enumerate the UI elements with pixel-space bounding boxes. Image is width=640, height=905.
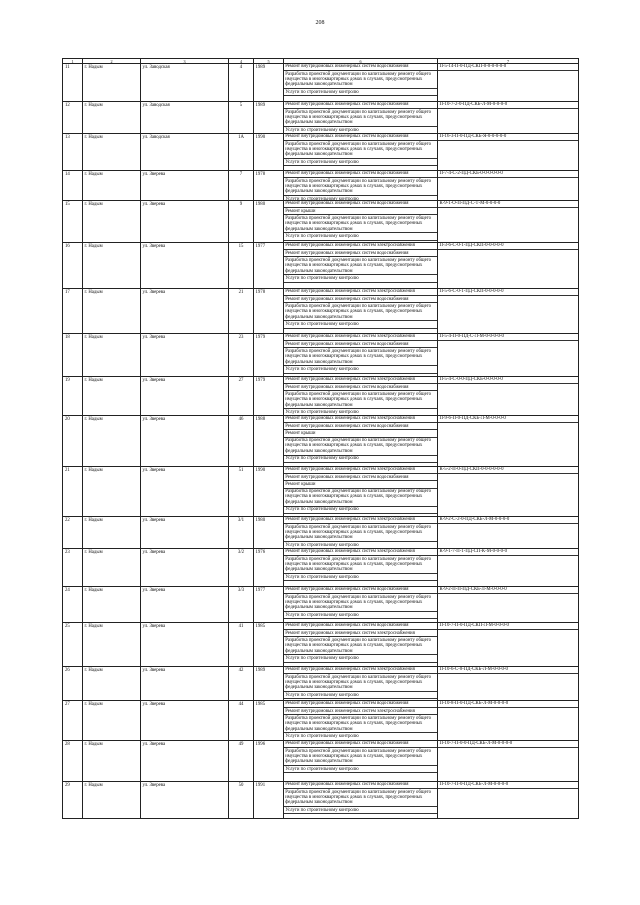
work-item: Разработка проектной документации по капитальному ремонту общего имущества в многоквартирных домах в случаях, предусмотренных федеральным законодательством xyxy=(284,748,437,766)
house-number: 21 xyxy=(229,289,254,334)
work-code: П-5-6-С-0-1-ПД-СКП-0-0-0-0-0 xyxy=(438,289,578,296)
work-code: П-5-4-П-0-ПД-С-Л-М-0-0-0-0-0 xyxy=(438,334,578,341)
row-number: 11 xyxy=(63,64,83,102)
city-cell: г. Надым xyxy=(83,517,141,549)
table-row xyxy=(63,171,579,201)
street-cell: ул. Зверева xyxy=(141,701,229,741)
table-row xyxy=(63,201,579,243)
column-header: 3 xyxy=(141,59,229,64)
work-code: П-5-14-П-0-ПД-СКП-0-0-0-0-0-0 xyxy=(438,64,578,71)
row-number: 28 xyxy=(63,741,83,782)
work-item: Ремонт внутридомовых инженерных систем водоснабжения xyxy=(284,701,437,708)
row-number: 21 xyxy=(63,467,83,517)
work-code: П-3-6-С-0-1-ПД-СКП-0-0-0-0-0 xyxy=(438,243,578,250)
column-header: 6 xyxy=(284,59,438,64)
work-item: Ремонт внутридомовых инженерных систем электроснабжения xyxy=(284,630,437,637)
street-cell: ул. Зверева xyxy=(141,741,229,782)
work-item: Услуги по строительному контролю xyxy=(284,612,437,619)
street-cell: ул. Зверева xyxy=(141,334,229,377)
work-item: Ремонт внутридомовых инженерных систем электроснабжения xyxy=(284,416,437,423)
row-number: 13 xyxy=(63,134,83,171)
house-number: 41 xyxy=(229,623,254,667)
street-cell: ул. Зверева xyxy=(141,171,229,201)
build-year: 1978 xyxy=(254,289,284,334)
work-item: Разработка проектной документации по капитальному ремонту общего имущества в многоквартирных домах в случаях, предусмотренных федеральным законодательством xyxy=(284,637,437,655)
column-header: 5 xyxy=(254,59,284,64)
house-number: 1А xyxy=(229,134,254,171)
work-code: К-9-1-О-П-ПД-С-Т-М-0-0-0-0 xyxy=(438,201,578,208)
code-cell xyxy=(438,102,579,134)
works-list xyxy=(284,741,438,782)
table-row xyxy=(63,587,579,623)
street-cell: ул. Заводская xyxy=(141,102,229,134)
row-number: 16 xyxy=(63,243,83,289)
build-year: 1977 xyxy=(254,243,284,289)
row-number: 18 xyxy=(63,334,83,377)
city-cell: г. Надым xyxy=(83,782,141,819)
work-item: Услуги по строительному контролю xyxy=(284,692,437,699)
house-number: 46 xyxy=(229,416,254,467)
table-row xyxy=(63,289,579,334)
city-cell: г. Надым xyxy=(83,741,141,782)
column-header: 2 xyxy=(83,59,141,64)
table-row xyxy=(63,377,579,416)
work-item: Услуги по строительному контролю xyxy=(284,275,437,282)
table-row xyxy=(63,741,579,782)
work-item: Разработка проектной документации по капитальному ремонту общего имущества в многоквартирных домах в случаях, предусмотренных федеральным законодательством xyxy=(284,789,437,807)
house-number: 42 xyxy=(229,667,254,701)
code-cell xyxy=(438,416,579,467)
work-item: Услуги по строительному контролю xyxy=(284,233,437,240)
row-number: 15 xyxy=(63,201,83,243)
work-code: П-16-3-П-0-ПД-СКБ-Я-0-0-0-0-0 xyxy=(438,134,578,141)
street-cell: ул. Зверева xyxy=(141,623,229,667)
work-item: Ремонт внутридомовых инженерных систем электроснабжения xyxy=(284,549,437,556)
works-list xyxy=(284,377,438,416)
work-item: Ремонт внутридомовых инженерных систем водоснабжения xyxy=(284,341,437,348)
work-item: Ремонт внутридомовых инженерных систем водоснабжения xyxy=(284,134,437,141)
work-item: Ремонт внутридомовых инженерных систем водоснабжения xyxy=(284,64,437,71)
code-cell xyxy=(438,289,579,334)
work-item: Услуги по строительному контролю xyxy=(284,409,437,416)
work-item: Услуги по строительному контролю xyxy=(284,321,437,328)
code-cell xyxy=(438,171,579,201)
work-item: Ремонт внутридомовых инженерных систем электроснабжения xyxy=(284,667,437,674)
code-cell xyxy=(438,782,579,819)
build-year: 1989 xyxy=(254,667,284,701)
work-item: Ремонт крыши xyxy=(284,430,437,437)
work-item: Услуги по строительному контролю xyxy=(284,159,437,166)
house-number: 9 xyxy=(229,201,254,243)
work-item: Разработка проектной документации по капитальному ремонту общего имущества в многоквартирных домах в случаях, предусмотренных федеральным законодательством xyxy=(284,594,437,612)
work-item: Ремонт внутридомовых инженерных систем электроснабжения xyxy=(284,243,437,250)
city-cell: г. Надым xyxy=(83,64,141,102)
work-item: Разработка проектной документации по капитальному ремонту общего имущества в многоквартирных домах в случаях, предусмотренных федеральным законодательством xyxy=(284,71,437,89)
build-year: 1991 xyxy=(254,782,284,819)
street-cell: ул. Заводская xyxy=(141,134,229,171)
street-cell: ул. Зверева xyxy=(141,201,229,243)
work-code: К-9-2-С-2-0-ПД-СКБ-Л-М-0-0-0-0 xyxy=(438,517,578,524)
table-row xyxy=(63,134,579,171)
work-item: Ремонт крыши xyxy=(284,208,437,215)
city-cell: г. Надым xyxy=(83,587,141,623)
works-list xyxy=(284,701,438,741)
works-list xyxy=(284,587,438,623)
work-code: К-9-2-П-П-ПД-СКБ-Л-М-0-0-0-0 xyxy=(438,587,578,594)
work-code: П-5-4-С-0-0-ПД-СКБ-0-0-0-0-0 xyxy=(438,377,578,384)
work-item: Ремонт внутридомовых инженерных систем водоснабжения xyxy=(284,623,437,630)
works-list xyxy=(284,243,438,289)
works-list xyxy=(284,667,438,701)
street-cell: ул. Зверева xyxy=(141,549,229,587)
work-item: Ремонт внутридомовых инженерных систем водоснабжения xyxy=(284,102,437,109)
work-item: Услуги по строительному контролю xyxy=(284,766,437,773)
house-number: 50 xyxy=(229,782,254,819)
works-list xyxy=(284,782,438,819)
work-item: Ремонт внутридомовых инженерных систем водоснабжения xyxy=(284,474,437,481)
build-year: 1990 xyxy=(254,467,284,517)
city-cell: г. Надым xyxy=(83,667,141,701)
work-item: Ремонт внутридомовых инженерных систем электроснабжения xyxy=(284,377,437,384)
city-cell: г. Надым xyxy=(83,243,141,289)
works-list xyxy=(284,102,438,134)
works-list xyxy=(284,134,438,171)
code-cell xyxy=(438,587,579,623)
street-cell: ул. Зверева xyxy=(141,667,229,701)
house-number: 51 xyxy=(229,467,254,517)
house-number: 3/2 xyxy=(229,549,254,587)
work-item: Услуги по строительному контролю xyxy=(284,733,437,740)
city-cell: г. Надым xyxy=(83,416,141,467)
table-row xyxy=(63,782,579,819)
works-list xyxy=(284,289,438,334)
works-list xyxy=(284,334,438,377)
row-number: 14 xyxy=(63,171,83,201)
city-cell: г. Надым xyxy=(83,334,141,377)
code-cell xyxy=(438,201,579,243)
house-number: 3/1 xyxy=(229,517,254,549)
column-header: 7 xyxy=(438,59,579,64)
work-item: Разработка проектной документации по капитальному ремонту общего имущества в многоквартирных домах в случаях, предусмотренных федеральным законодательством xyxy=(284,524,437,542)
work-item: Разработка проектной документации по капитальному ремонту общего имущества в многоквартирных домах в случаях, предусмотренных федеральным законодательством xyxy=(284,303,437,321)
work-item: Разработка проектной документации по капитальному ремонту общего имущества в многоквартирных домах в случаях, предусмотренных федеральным законодательством xyxy=(284,674,437,692)
city-cell: г. Надым xyxy=(83,201,141,243)
street-cell: ул. Зверева xyxy=(141,289,229,334)
work-code: К-5-2-П-0-ПД-СКП-0-0-0-0-0-0 xyxy=(438,467,578,474)
work-code: П-9-6-П-0-ПД-СКБ-Л-М-0-0-0-0 xyxy=(438,416,578,423)
row-number: 23 xyxy=(63,549,83,587)
row-number: 20 xyxy=(63,416,83,467)
code-cell xyxy=(438,467,579,517)
work-item: Разработка проектной документации по капитальному ремонту общего имущества в многоквартирных домах в случаях, предусмотренных федеральным законодательством xyxy=(284,715,437,733)
table-row xyxy=(63,549,579,587)
code-cell xyxy=(438,64,579,102)
work-item: Ремонт внутридомовых инженерных систем водоснабжения xyxy=(284,201,437,208)
column-header: 1 xyxy=(63,59,83,64)
build-year: 1989 xyxy=(254,102,284,134)
code-cell xyxy=(438,243,579,289)
work-item: Услуги по строительному контролю xyxy=(284,127,437,134)
table-row xyxy=(63,64,579,102)
table-row xyxy=(63,701,579,741)
work-item: Ремонт внутридомовых инженерных систем водоснабжения xyxy=(284,250,437,257)
work-item: Услуги по строительному контролю xyxy=(284,655,437,662)
street-cell: ул. Зверева xyxy=(141,782,229,819)
code-cell xyxy=(438,377,579,416)
build-year: 1989 xyxy=(254,64,284,102)
work-item: Услуги по строительному контролю xyxy=(284,196,437,201)
build-year: 1985 xyxy=(254,623,284,667)
street-cell: ул. Зверева xyxy=(141,467,229,517)
row-number: 26 xyxy=(63,667,83,701)
build-year: 1977 xyxy=(254,587,284,623)
build-year: 1978 xyxy=(254,171,284,201)
table-row xyxy=(63,667,579,701)
city-cell: г. Надым xyxy=(83,701,141,741)
work-code: П-10-7-П-0-0-ПД-СКБ-Л-М-0-0-0-0 xyxy=(438,741,578,748)
work-code: К-9-1-7-П-1-ПД-СП-К-М-0-0-0-0 xyxy=(438,549,578,556)
work-item: Ремонт внутридомовых инженерных систем водоснабжения xyxy=(284,741,437,748)
work-item: Ремонт внутридомовых инженерных систем водоснабжения xyxy=(284,423,437,430)
works-list xyxy=(284,64,438,102)
work-item: Разработка проектной документации по капитальному ремонту общего имущества в многоквартирных домах в случаях, предусмотренных федеральным законодательством xyxy=(284,257,437,275)
work-item: Ремонт внутридомовых инженерных систем электроснабжения xyxy=(284,467,437,474)
house-number: 4 xyxy=(229,64,254,102)
work-item: Ремонт внутридомовых инженерных систем электроснабжения xyxy=(284,708,437,715)
work-code: П-10-7-2-0-ПД-СКБ-Л-М-0-0-0-0 xyxy=(438,102,578,109)
works-list xyxy=(284,467,438,517)
work-item: Разработка проектной документации по капитальному ремонту общего имущества в многоквартирных домах в случаях, предусмотренных федеральным законодательством xyxy=(284,391,437,409)
work-item: Ремонт внутридомовых инженерных систем водоснабжения xyxy=(284,384,437,391)
code-cell xyxy=(438,667,579,701)
work-code: П-10-7-П-0-ПД-СКП-Л-М-0-0-0-0 xyxy=(438,623,578,630)
code-cell xyxy=(438,701,579,741)
works-list xyxy=(284,517,438,549)
build-year: 1979 xyxy=(254,377,284,416)
city-cell: г. Надым xyxy=(83,102,141,134)
house-number: 3/3 xyxy=(229,587,254,623)
work-item: Услуги по строительному контролю xyxy=(284,807,437,814)
build-year: 1988 xyxy=(254,416,284,467)
table-row xyxy=(63,334,579,377)
code-cell xyxy=(438,517,579,549)
row-number: 29 xyxy=(63,782,83,819)
work-item: Ремонт внутридомовых инженерных систем электроснабжения xyxy=(284,289,437,296)
work-code: П-10-6-С-0-ПД-СКБ-Л-М-0-0-0-0 xyxy=(438,667,578,674)
work-code: П-10-7-П-0-ПД-СКБ-Л-М-0-0-0-0 xyxy=(438,782,578,789)
work-item: Услуги по строительному контролю xyxy=(284,507,437,514)
table-row xyxy=(63,467,579,517)
work-item: Ремонт внутридомовых инженерных систем водоснабжения xyxy=(284,782,437,789)
repair-program-table xyxy=(62,58,579,819)
works-list xyxy=(284,416,438,467)
works-list xyxy=(284,549,438,587)
work-item: Разработка проектной документации по капитальному ремонту общего имущества в многоквартирных домах в случаях, предусмотренных федеральным законодательством xyxy=(284,489,437,507)
work-item: Ремонт внутридомовых инженерных систем электроснабжения xyxy=(284,334,437,341)
works-list xyxy=(284,201,438,243)
house-number: 27 xyxy=(229,377,254,416)
code-cell xyxy=(438,134,579,171)
city-cell: г. Надым xyxy=(83,289,141,334)
work-item: Ремонт внутридомовых инженерных систем водоснабжения xyxy=(284,587,437,594)
table-row xyxy=(63,623,579,667)
work-item: Услуги по строительному контролю xyxy=(284,456,437,463)
house-number: 5 xyxy=(229,102,254,134)
table-row xyxy=(63,416,579,467)
work-code: П-10-8-П-0-ПД-СКБ-Л-М-0-0-0-0 xyxy=(438,701,578,708)
page-number: 208 xyxy=(315,20,325,26)
build-year: 1980 xyxy=(254,517,284,549)
house-number: 7 xyxy=(229,171,254,201)
house-number: 23 xyxy=(229,334,254,377)
street-cell: ул. Зверева xyxy=(141,587,229,623)
work-code: П-7-4-С-2-ПД-СКБ-0-0-0-0-0-0 xyxy=(438,171,578,178)
city-cell: г. Надым xyxy=(83,171,141,201)
table-row xyxy=(63,517,579,549)
city-cell: г. Надым xyxy=(83,134,141,171)
code-cell xyxy=(438,334,579,377)
works-list xyxy=(284,171,438,201)
house-number: 49 xyxy=(229,741,254,782)
work-item: Услуги по строительному контролю xyxy=(284,574,437,581)
code-cell xyxy=(438,549,579,587)
build-year: 1976 xyxy=(254,549,284,587)
street-cell: ул. Зверева xyxy=(141,517,229,549)
work-item: Ремонт внутридомовых инженерных систем водоснабжения xyxy=(284,171,437,178)
city-cell: г. Надым xyxy=(83,623,141,667)
city-cell: г. Надым xyxy=(83,467,141,517)
table-row xyxy=(63,243,579,289)
house-number: 44 xyxy=(229,701,254,741)
city-cell: г. Надым xyxy=(83,549,141,587)
code-cell xyxy=(438,741,579,782)
work-item: Ремонт внутридомовых инженерных систем водоснабжения xyxy=(284,296,437,303)
street-cell: ул. Зверева xyxy=(141,243,229,289)
work-item: Разработка проектной документации по капитальному ремонту общего имущества в многоквартирных домах в случаях, предусмотренных федеральным законодательством xyxy=(284,178,437,196)
street-cell: ул. Заводская xyxy=(141,64,229,102)
work-item: Разработка проектной документации по капитальному ремонту общего имущества в многоквартирных домах в случаях, предусмотренных федеральным законодательством xyxy=(284,215,437,233)
work-item: Услуги по строительному контролю xyxy=(284,542,437,549)
row-number: 19 xyxy=(63,377,83,416)
work-item: Разработка проектной документации по капитальному ремонту общего имущества в многоквартирных домах в случаях, предусмотренных федеральным законодательством xyxy=(284,109,437,127)
work-item: Разработка проектной документации по капитальному ремонту общего имущества в многоквартирных домах в случаях, предусмотренных федеральным законодательством xyxy=(284,141,437,159)
build-year: 1985 xyxy=(254,701,284,741)
work-item: Разработка проектной документации по капитальному ремонту общего имущества в многоквартирных домах в случаях, предусмотренных федеральным законодательством xyxy=(284,438,437,456)
work-item: Разработка проектной документации по капитальному ремонту общего имущества в многоквартирных домах в случаях, предусмотренных федеральным законодательством xyxy=(284,348,437,366)
row-number: 17 xyxy=(63,289,83,334)
street-cell: ул. Зверева xyxy=(141,416,229,467)
build-year: 1990 xyxy=(254,134,284,171)
build-year: 1980 xyxy=(254,201,284,243)
street-cell: ул. Зверева xyxy=(141,377,229,416)
row-number: 22 xyxy=(63,517,83,549)
column-header: 4 xyxy=(229,59,254,64)
work-item: Услуги по строительному контролю xyxy=(284,89,437,96)
work-item: Ремонт внутридомовых инженерных систем электроснабжения xyxy=(284,517,437,524)
work-item: Ремонт крыши xyxy=(284,481,437,488)
work-item: Разработка проектной документации по капитальному ремонту общего имущества в многоквартирных домах в случаях, предусмотренных федеральным законодательством xyxy=(284,556,437,574)
code-cell xyxy=(438,623,579,667)
row-number: 25 xyxy=(63,623,83,667)
house-number: 15 xyxy=(229,243,254,289)
build-year: 1996 xyxy=(254,741,284,782)
row-number: 12 xyxy=(63,102,83,134)
table-row xyxy=(63,102,579,134)
work-item: Услуги по строительному контролю xyxy=(284,366,437,373)
row-number: 24 xyxy=(63,587,83,623)
city-cell: г. Надым xyxy=(83,377,141,416)
row-number: 27 xyxy=(63,701,83,741)
works-list xyxy=(284,623,438,667)
build-year: 1979 xyxy=(254,334,284,377)
